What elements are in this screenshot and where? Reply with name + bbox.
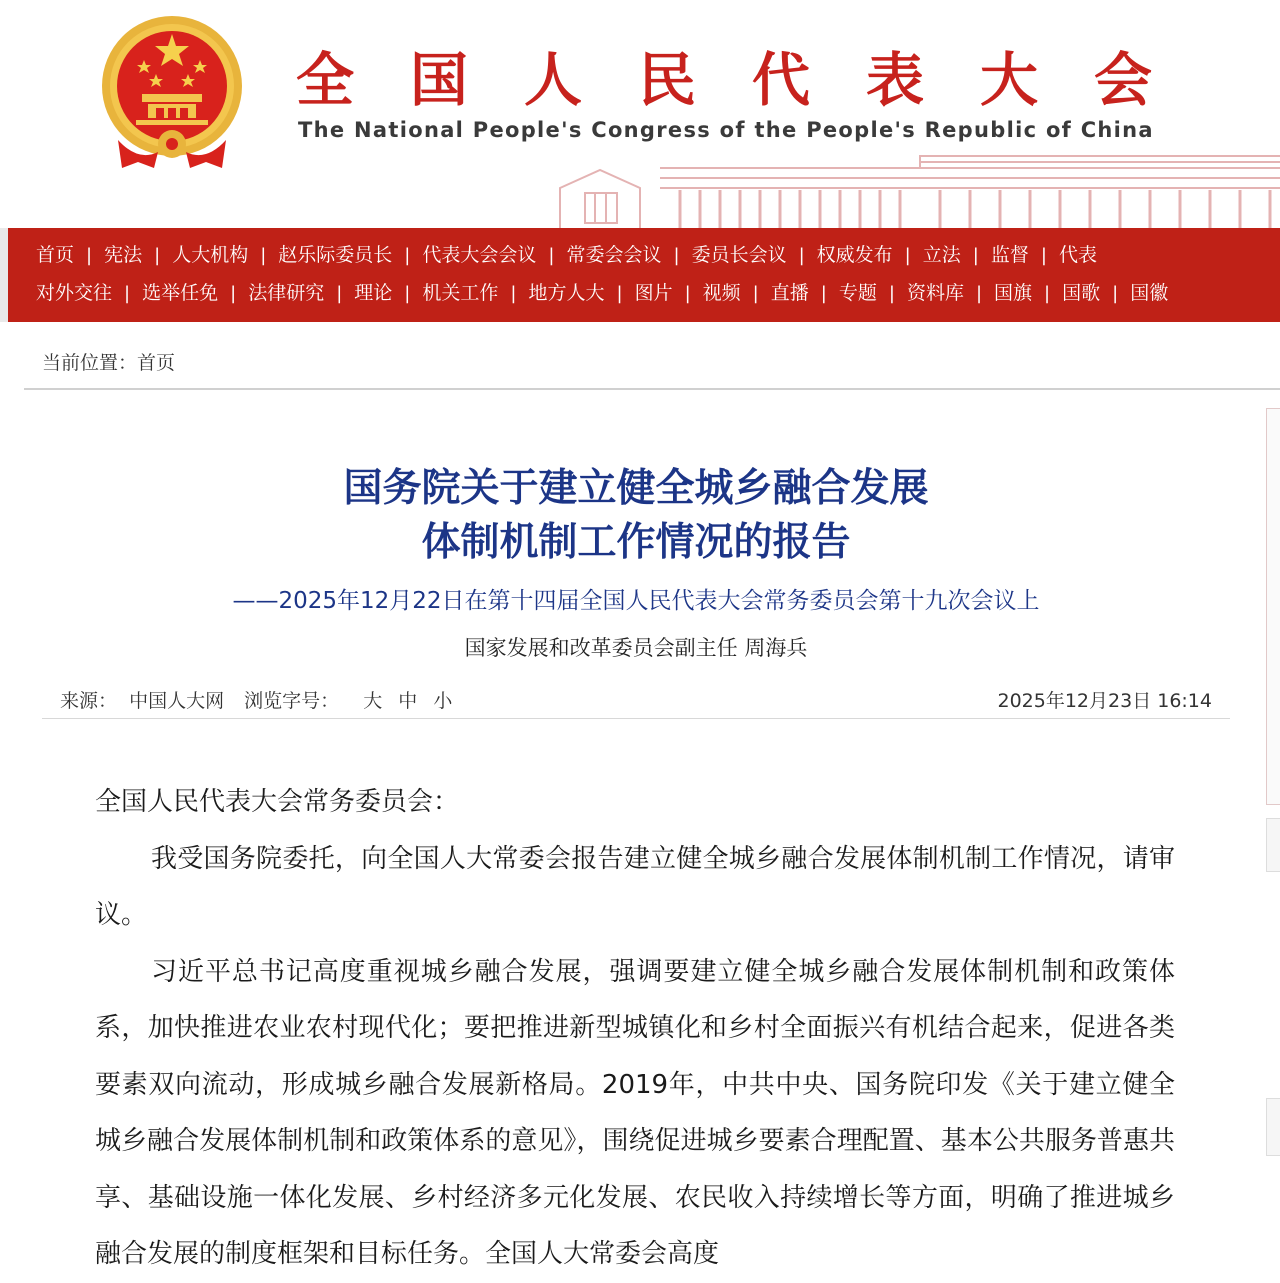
article-meta-bar (42, 678, 1230, 719)
article-paragraph: 我受国务院委托，向全国人大常委会报告建立健全城乡融合发展体制机制工作情况，请审议。 (95, 843, 1175, 930)
nav-row-1: 首页 | 宪法 | 人大机构 | 赵乐际委员长 | 代表大会会议 | 常委会会议 | 委员长会议 | 权威发布 | 立法 | 监督 | 代表 (36, 244, 1097, 266)
nav-item[interactable]: 法律研究 (248, 282, 325, 304)
article-title (0, 462, 1272, 570)
national-emblem-icon[interactable] (98, 12, 246, 170)
great-hall-illustration-icon (540, 148, 1280, 228)
article-salutation: 全国人民代表大会常务委员会： (95, 787, 460, 817)
nav-item[interactable]: 代表大会会议 (422, 244, 537, 266)
nav-item[interactable]: 理论 (354, 282, 393, 304)
nav-item[interactable]: 立法 (922, 244, 961, 266)
nav-item[interactable]: 委员长会议 (691, 244, 787, 266)
divider (24, 388, 1280, 390)
nav-item[interactable]: 直播 (770, 282, 809, 304)
font-size-label: 浏览字号： (244, 690, 340, 712)
nav-item[interactable]: 监督 (990, 244, 1029, 266)
source-value: 中国人大网 (129, 690, 225, 712)
nav-item[interactable]: 赵乐际委员长 (278, 244, 393, 266)
nav-item[interactable]: 资料库 (906, 282, 964, 304)
nav-item[interactable]: 人大机构 (172, 244, 249, 266)
nav-item[interactable]: 图片 (634, 282, 673, 304)
article-paragraph: 习近平总书记高度重视城乡融合发展，强调要建立健全城乡融合发展体制机制和政策体系，加快推进农业农村现代化；要把推进新型城镇化和乡村全面振兴有机结合起来，促进各类要素双向流动，形成城乡融合发展新格局。2019年，中共中央、国务院印发《关于建立健全城乡融合发展体制机制和政策体系的意见》，围绕促进城乡要素合理配置、基本公共服务普惠共享、基础设施一体化发展、乡村经济多元化发展、农民收入持续增长等方面，明确了推进城乡融合发展的制度框架和目标任务。全国人大常委会高度 (95, 956, 1175, 1269)
source-label: 来源： (60, 690, 118, 712)
nav-item[interactable]: 国歌 (1062, 282, 1101, 304)
nav-item[interactable]: 权威发布 (816, 244, 893, 266)
nav-item[interactable]: 代表 (1058, 244, 1097, 266)
nav-row-2: 对外交往 | 选举任免 | 法律研究 | 理论 | 机关工作 | 地方人大 | 图片 | 视频 | 直播 | 专题 | 资料库 | 国旗 | 国歌 | 国徽 (36, 282, 1169, 304)
main-navigation (8, 228, 1280, 322)
article-title-line-1: 国务院关于建立健全城乡融合发展 (343, 466, 929, 511)
nav-item[interactable]: 宪法 (104, 244, 143, 266)
font-size-medium-button[interactable]: 中 (398, 690, 418, 712)
article-body (95, 774, 1175, 1283)
nav-item[interactable]: 对外交往 (36, 282, 113, 304)
site-title[interactable]: 全国人民代表大会 (296, 46, 1209, 114)
font-size-small-button[interactable]: 小 (433, 690, 453, 712)
article-title-line-2: 体制机制工作情况的报告 (421, 520, 851, 565)
article-author: 国家发展和改革委员会副主任 周海兵 (464, 636, 808, 660)
nav-item[interactable]: 视频 (702, 282, 741, 304)
breadcrumb-home-link[interactable]: 首页 (137, 352, 176, 374)
site-header (0, 0, 1280, 228)
nav-item[interactable]: 常委会会议 (566, 244, 662, 266)
breadcrumb-label: 当前位置： (42, 352, 138, 374)
nav-item[interactable]: 地方人大 (528, 282, 605, 304)
nav-item[interactable]: 国徽 (1130, 282, 1169, 304)
publish-datetime: 2025年12月23日 16:14 (997, 690, 1212, 712)
article-subtitle: ——2025年12月22日在第十四届全国人民代表大会常务委员会第十九次会议上 (232, 588, 1040, 614)
nav-item[interactable]: 专题 (838, 282, 877, 304)
site-subtitle: The National People's Congress of the People's Republic of China (298, 118, 1154, 142)
nav-item[interactable]: 机关工作 (422, 282, 499, 304)
side-widget[interactable] (1266, 818, 1280, 872)
nav-item[interactable]: 选举任免 (142, 282, 219, 304)
nav-item[interactable]: 国旗 (994, 282, 1033, 304)
article-meta-left (60, 686, 458, 713)
side-widget[interactable] (1266, 1098, 1280, 1156)
font-size-large-button[interactable]: 大 (363, 690, 383, 712)
breadcrumb (42, 348, 175, 375)
nav-item[interactable]: 首页 (36, 244, 75, 266)
